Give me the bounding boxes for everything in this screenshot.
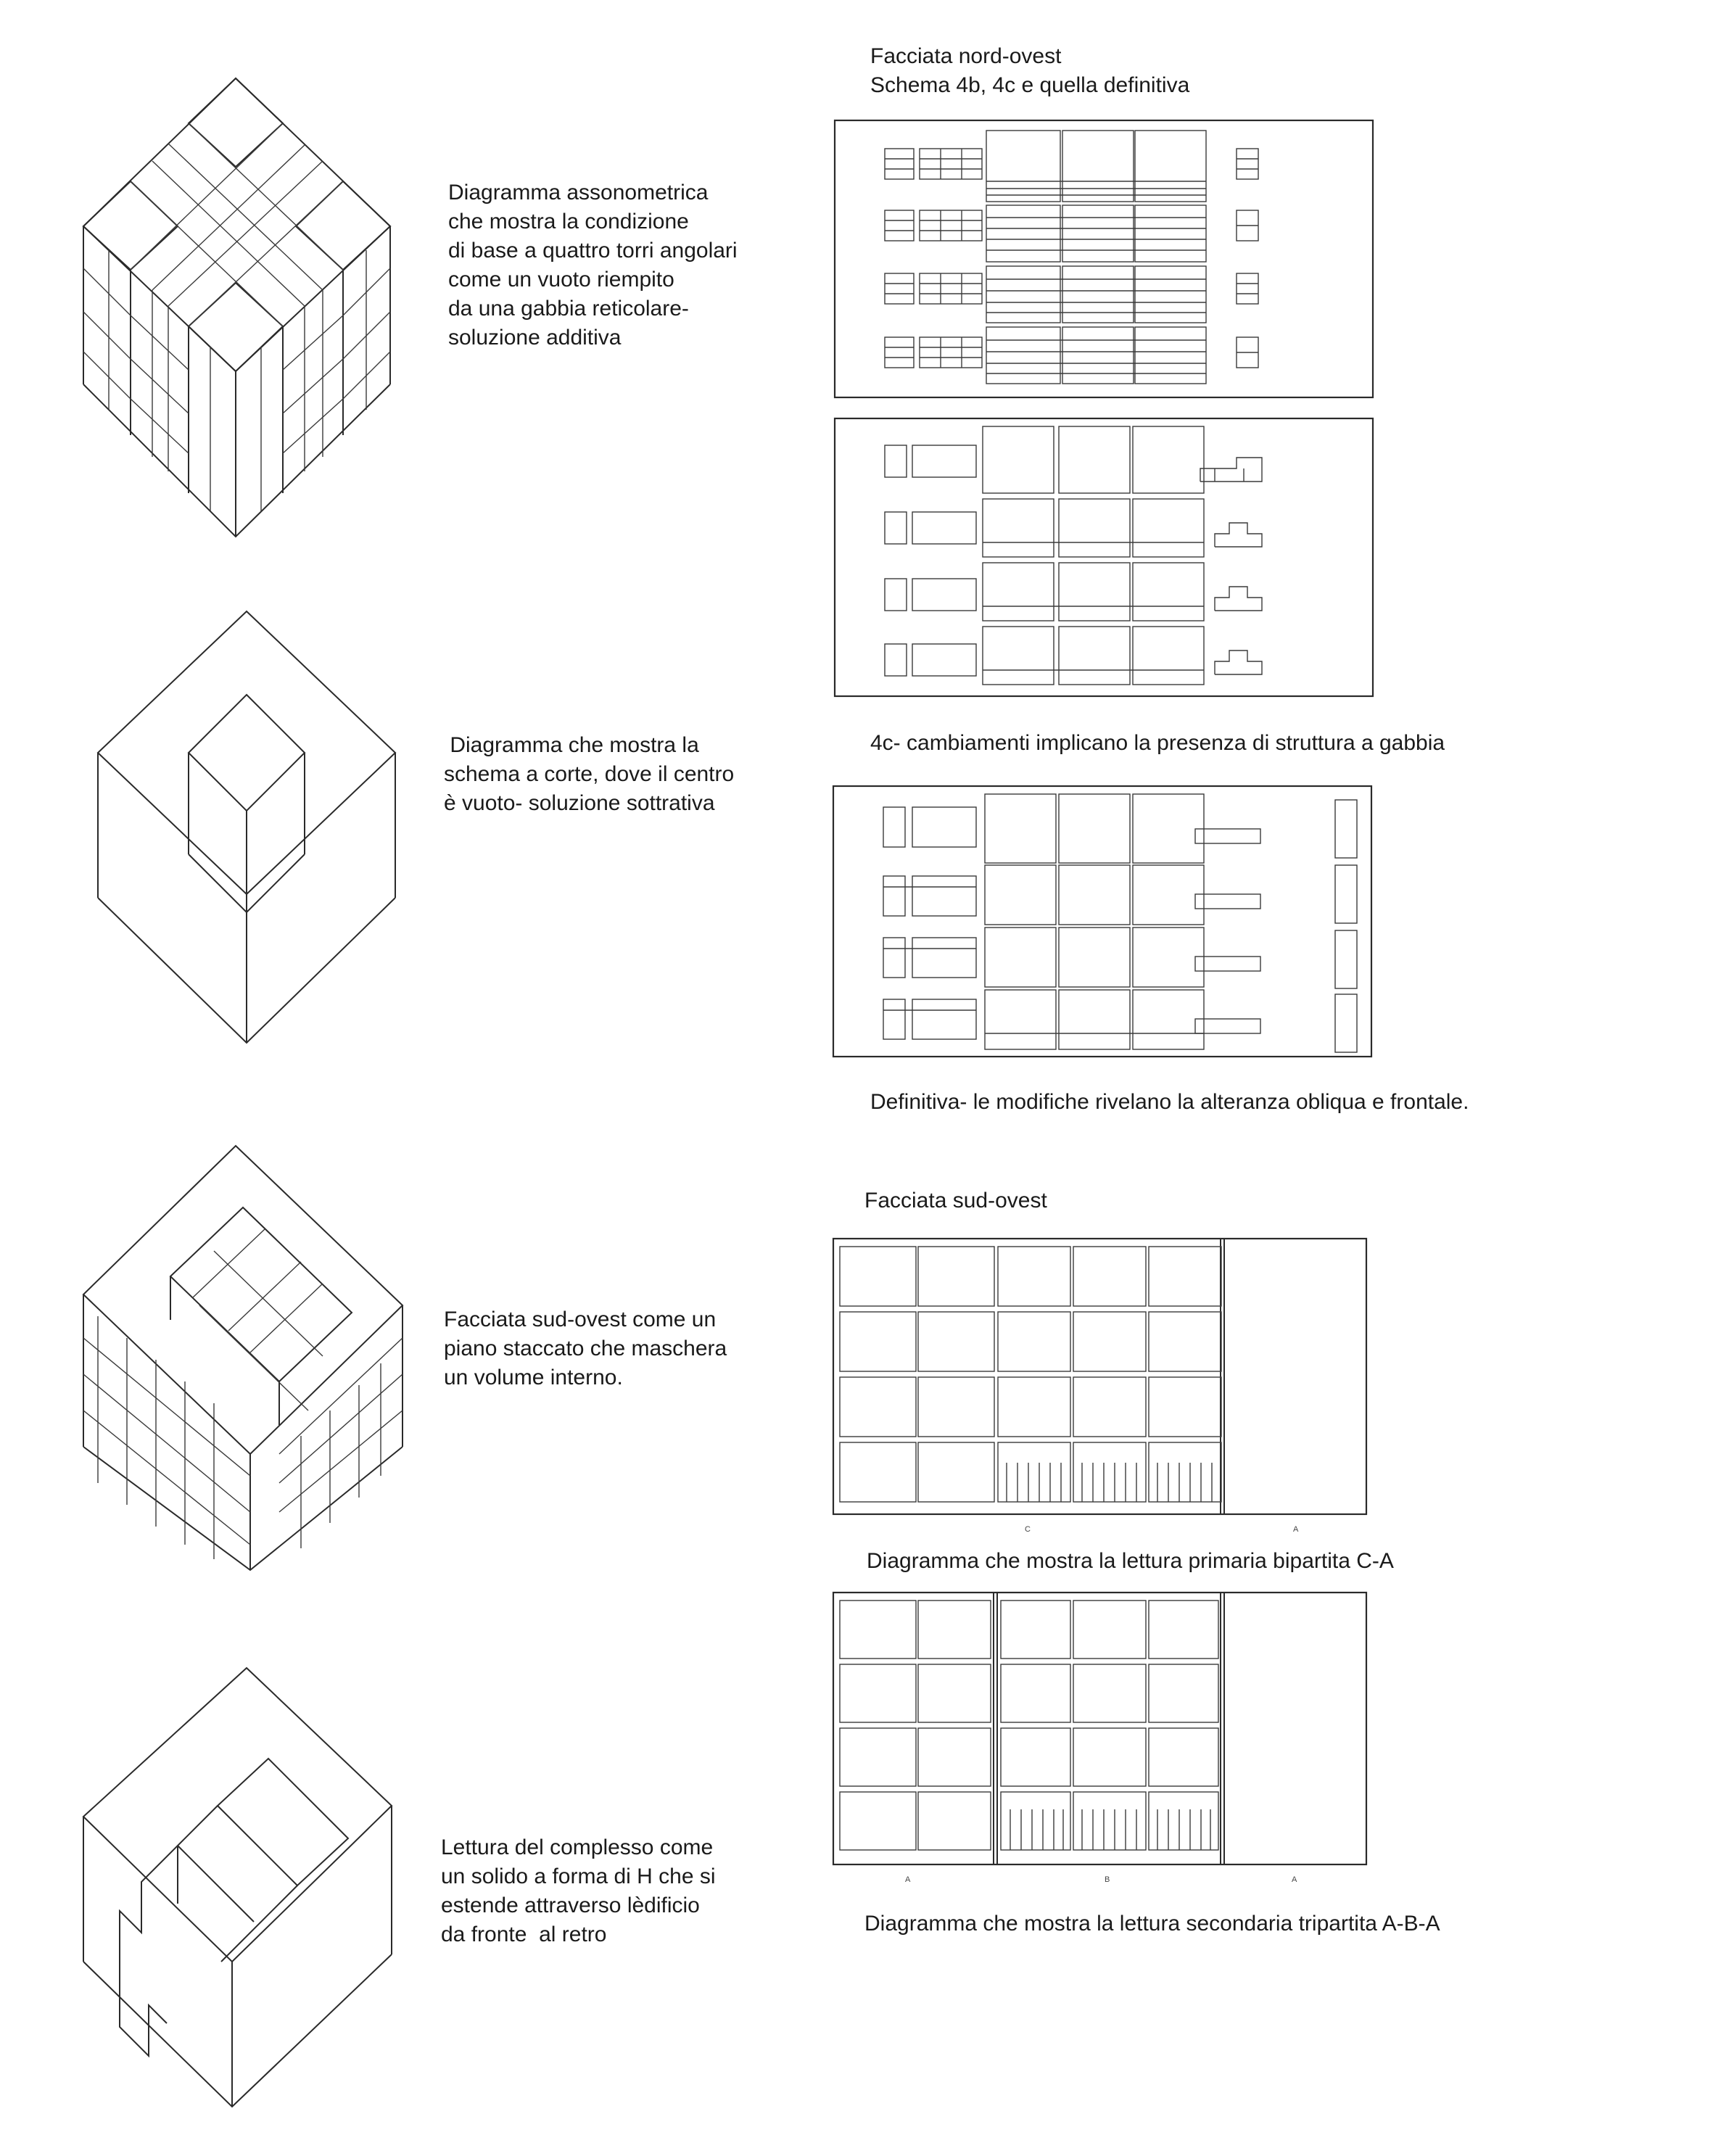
title-line: Facciata nord-ovest <box>870 44 1062 68</box>
caption-line: un solido a forma di H che si <box>441 1864 716 1888</box>
caption-line: di base a quattro torri angolari <box>448 239 738 263</box>
caption-line: Diagramma assonometrica <box>448 181 709 205</box>
caption-line: da fronte al retro <box>441 1922 607 1946</box>
caption-line: soluzione additiva <box>448 326 622 350</box>
caption-secondary <box>864 1909 1440 1938</box>
caption-line: un volume interno. <box>444 1366 623 1389</box>
elevation-label-a-left: A <box>905 1875 911 1884</box>
elevation-label-a-right: A <box>1292 1875 1297 1884</box>
axonometric-courtyard <box>94 608 428 1057</box>
caption-line: come un vuoto riempito <box>448 268 674 292</box>
title-southwest-facade <box>864 1186 1047 1215</box>
caption-line: da una gabbia reticolare- <box>448 297 689 321</box>
caption-line: è vuoto- soluzione sottrativa <box>444 791 715 815</box>
title-line: Schema 4b, 4c e quella definitiva <box>870 73 1190 97</box>
caption-secondary-text: Diagramma che mostra la lettura secondaria tripartita A-B-A <box>864 1912 1440 1936</box>
caption-primary <box>867 1547 1394 1576</box>
elevation-4c <box>834 418 1374 697</box>
caption-line: Lettura del complesso come <box>441 1835 714 1859</box>
caption-line: estende attraverso lèdificio <box>441 1893 700 1917</box>
caption-courtyard <box>444 731 734 818</box>
title-northwest-facade <box>870 42 1189 100</box>
caption-line: piano staccato che maschera <box>444 1337 727 1360</box>
caption-southwest-plane <box>444 1305 727 1392</box>
caption-primary-text: Diagramma che mostra la lettura primaria bipartita C-A <box>867 1549 1394 1573</box>
elevation-4b <box>834 120 1374 398</box>
title-southwest-text: Facciata sud-ovest <box>864 1189 1047 1213</box>
elevation-southwest-secondary <box>833 1592 1369 1896</box>
elevation-southwest-primary <box>833 1238 1369 1546</box>
elevation-label-a: A <box>1293 1525 1299 1534</box>
caption-definitive <box>870 1088 1469 1117</box>
caption-line: che mostra la condizione <box>448 210 689 234</box>
caption-4c-text: 4c- cambiamenti implicano la presenza di struttura a gabbia <box>870 731 1445 755</box>
elevation-definitive <box>833 785 1373 1057</box>
elevation-label-c: C <box>1025 1525 1031 1534</box>
caption-line: Facciata sud-ovest come un <box>444 1308 717 1331</box>
elevation-label-b: B <box>1105 1875 1110 1884</box>
axonometric-h-solid <box>73 1664 406 2114</box>
caption-line: Diagramma che mostra la <box>444 733 699 757</box>
caption-definitive-text: Definitiva- le modifiche rivelano la alteranza obliqua e frontale. <box>870 1090 1469 1114</box>
caption-h-solid <box>441 1833 716 1949</box>
caption-four-towers <box>448 178 738 352</box>
axonometric-four-towers <box>80 73 413 537</box>
axonometric-southwest-facade <box>83 1142 417 1570</box>
caption-line: schema a corte, dove il centro <box>444 762 735 786</box>
caption-4c <box>870 729 1445 758</box>
